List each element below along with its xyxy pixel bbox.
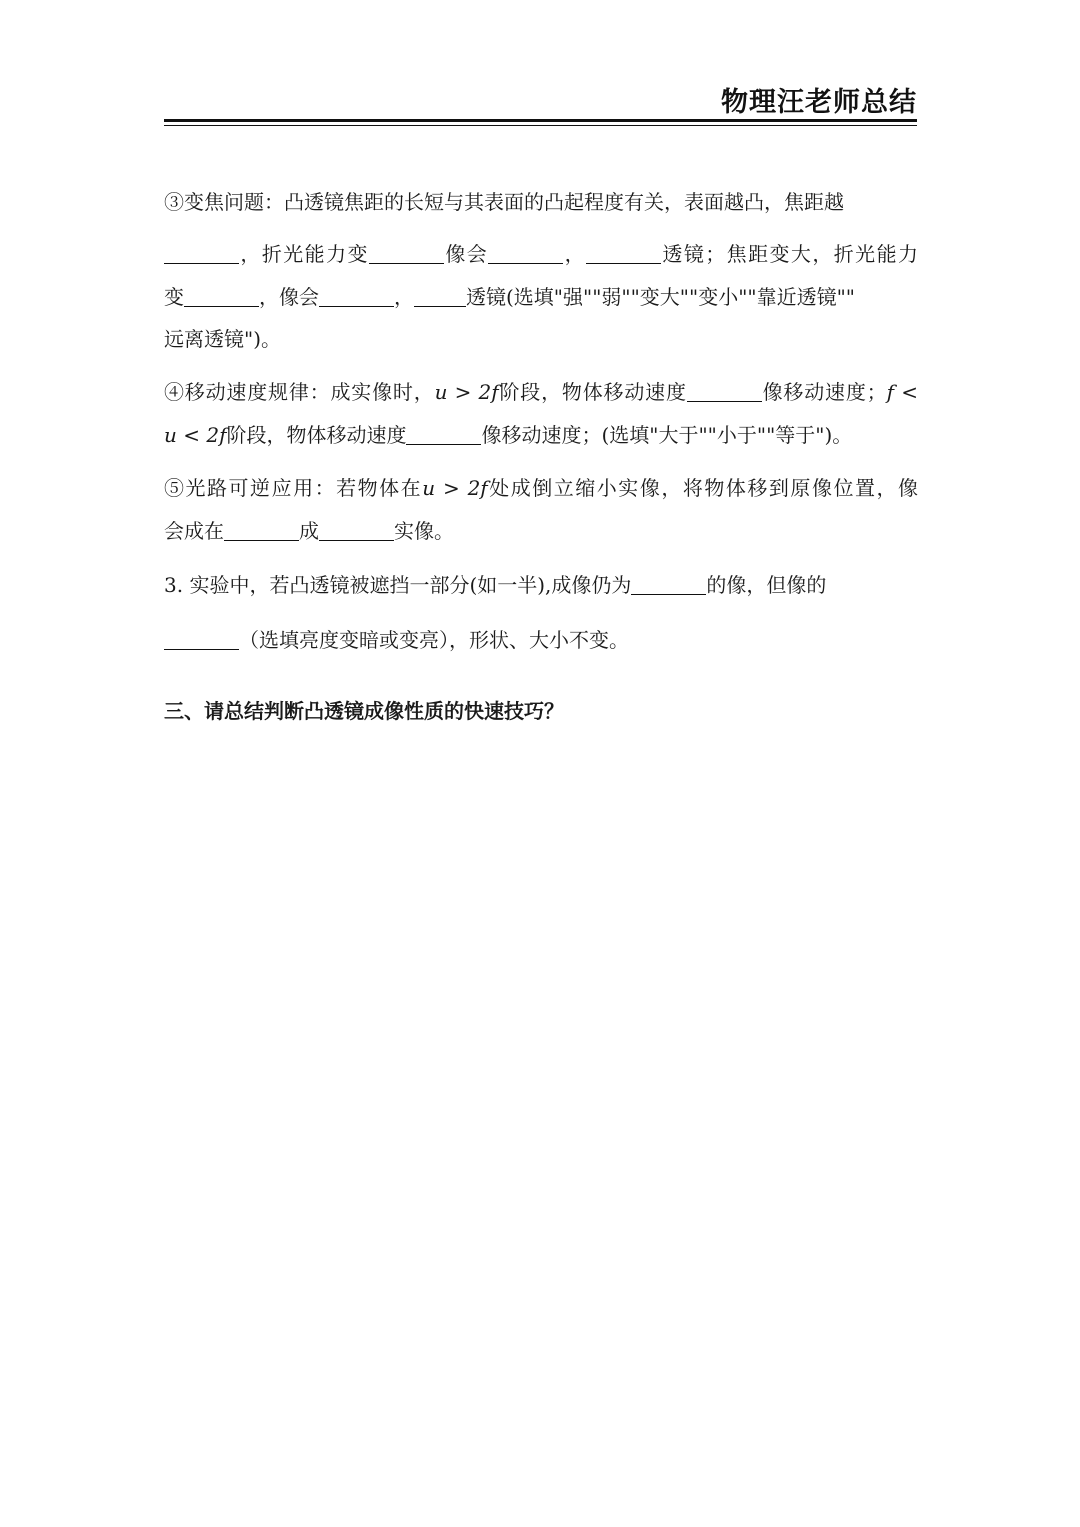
item3-text: 变 <box>164 285 184 309</box>
fill-blank[interactable] <box>184 286 259 307</box>
item4-line1 <box>164 378 918 406</box>
item3-text: ， <box>394 285 414 309</box>
item4-text: ④移动速度规律：成实像时， <box>164 380 435 404</box>
q3-text: 的像，但像的 <box>706 573 827 597</box>
item3-line3 <box>164 283 918 311</box>
fill-blank[interactable] <box>224 520 299 541</box>
fill-blank[interactable] <box>414 286 466 307</box>
q3-line2 <box>164 626 918 654</box>
fill-blank[interactable] <box>488 243 563 264</box>
item3-text: ，像会 <box>259 285 319 309</box>
fill-blank[interactable] <box>164 243 239 264</box>
item5-text: 成 <box>299 519 319 543</box>
item3-line1 <box>164 188 918 216</box>
item5-text: 处成倒立缩小实像，将物体移到原像位置，像 <box>487 476 919 500</box>
item3-text: ，折光能力变 <box>239 242 369 266</box>
q3-text: 3. 实验中，若凸透镜被遮挡一部分(如一半),成像仍为 <box>164 573 632 597</box>
item5-text: 实像。 <box>394 519 454 543</box>
item3-text: 透镜(选填"强""弱""变大""变小""靠近透镜"" <box>466 285 855 309</box>
item3-line2 <box>164 240 918 268</box>
item5-text: 会成在 <box>164 519 224 543</box>
item4-line2 <box>164 421 918 449</box>
fill-blank[interactable] <box>369 243 444 264</box>
fill-blank[interactable] <box>319 286 394 307</box>
section-heading <box>164 697 918 725</box>
fill-blank[interactable] <box>164 629 239 650</box>
item3-line4 <box>164 325 918 353</box>
item5-line1 <box>164 474 918 502</box>
item3-text: 透镜；焦距变大，折光能力 <box>661 242 919 266</box>
header-rule-thick <box>164 119 917 122</box>
item3-text: 像会 <box>443 242 489 266</box>
item4-text: 像移动速度； <box>761 380 887 404</box>
fill-blank[interactable] <box>631 574 706 595</box>
item3-text: 远离透镜")。 <box>164 327 282 351</box>
header-rule-thin <box>164 125 917 126</box>
fill-blank[interactable] <box>319 520 394 541</box>
math-expression: u > 2f <box>434 380 499 404</box>
section-heading-text: 三、请总结判断凸透镜成像性质的快速技巧？ <box>164 699 564 723</box>
math-expression: u < 2f <box>164 423 227 447</box>
item3-text: ， <box>563 242 587 266</box>
q3-line1 <box>164 571 918 599</box>
item4-text: 阶段，物体移动速度 <box>498 380 687 404</box>
q3-text: （选填亮度变暗或变亮），形状、大小不变。 <box>239 628 629 652</box>
item5-text: ⑤光路可逆应用：若物体在 <box>164 476 423 500</box>
item4-text: 阶段，物体移动速度 <box>226 423 407 447</box>
fill-blank[interactable] <box>586 243 661 264</box>
math-expression: u > 2f <box>422 476 488 500</box>
header-title: 物理汪老师总结 <box>721 87 917 118</box>
math-expression: f < <box>886 380 919 404</box>
fill-blank[interactable] <box>406 424 481 445</box>
fill-blank[interactable] <box>687 381 762 402</box>
item4-text: 像移动速度；(选填"大于""小于""等于")。 <box>481 423 853 447</box>
item5-line2 <box>164 517 918 545</box>
item3-text: ③变焦问题：凸透镜焦距的长短与其表面的凸起程度有关，表面越凸，焦距越 <box>164 190 844 214</box>
